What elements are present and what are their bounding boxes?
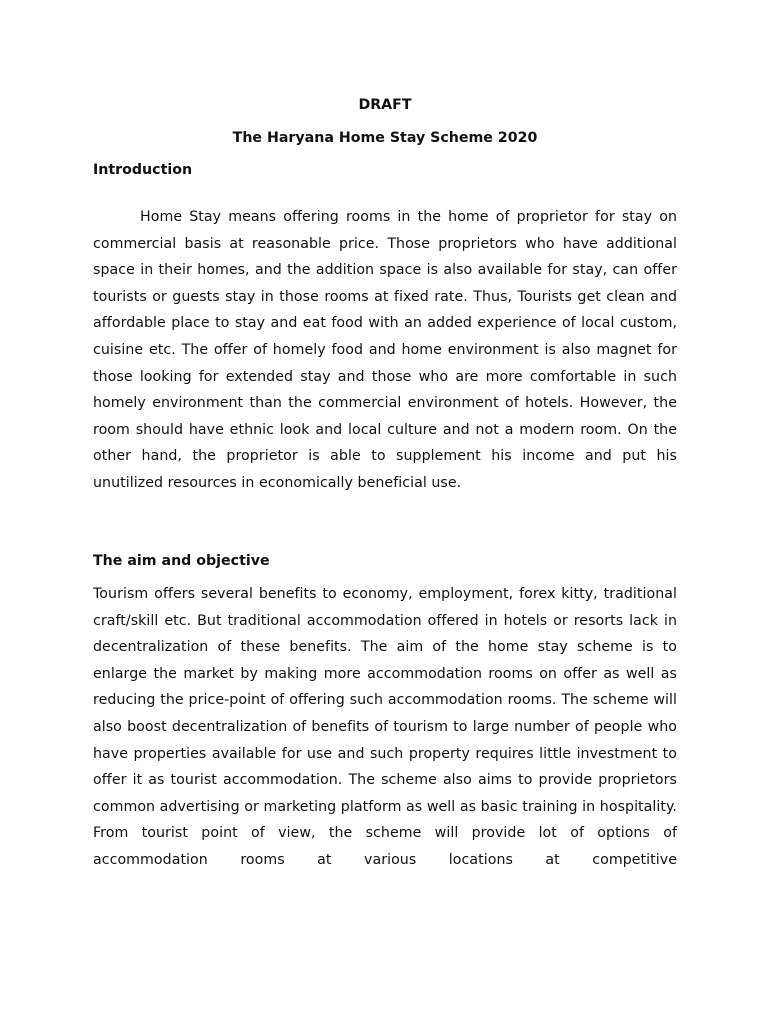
document-title: The Haryana Home Stay Scheme 2020 [232,130,538,146]
draft-label: DRAFT [358,97,412,113]
section-heading-aim-objective: The aim and objective [93,553,270,569]
introduction-paragraph: Home Stay means offering rooms in the home of proprietor for stay on commercial basis at reasonable price. Those proprietors who have additional space in their homes, and the addition space is also available for stay, can offer tourists or guests stay in those rooms at fixed rate. Thus, Tourists get clean and affordable place to stay and eat food with an added experience of local custom, cuisine etc. The offer of homely food and home environment is also magnet for those looking for extended stay and those who are more comfortable in such homely environment than the commercial environment of hotels. However, the room should have ethnic look and local culture and not a modern room. On the other hand, the proprietor is able to supplement his income and put his unutilized resources in economically beneficial use. [93,209,677,491]
section-heading-introduction: Introduction [93,162,193,178]
aim-objective-paragraph: Tourism offers several benefits to economy, employment, forex kitty, traditional craft/skill etc. But traditional accommodation offered in hotels or resorts lack in decentralization of these benefits. The aim of the home stay scheme is to enlarge the market by making more accommodation rooms on offer as well as reducing the price-point of offering such accommodation rooms. The scheme will also boost decentralization of benefits of tourism to large number of people who have properties available for use and such property requires little investment to offer it as tourist accommodation. The scheme also aims to provide proprietors common advertising or marketing platform as well as basic training in hospitality. From tourist point of view, the scheme will provide lot of options of accommodation rooms at various locations at competitive [93,586,677,868]
